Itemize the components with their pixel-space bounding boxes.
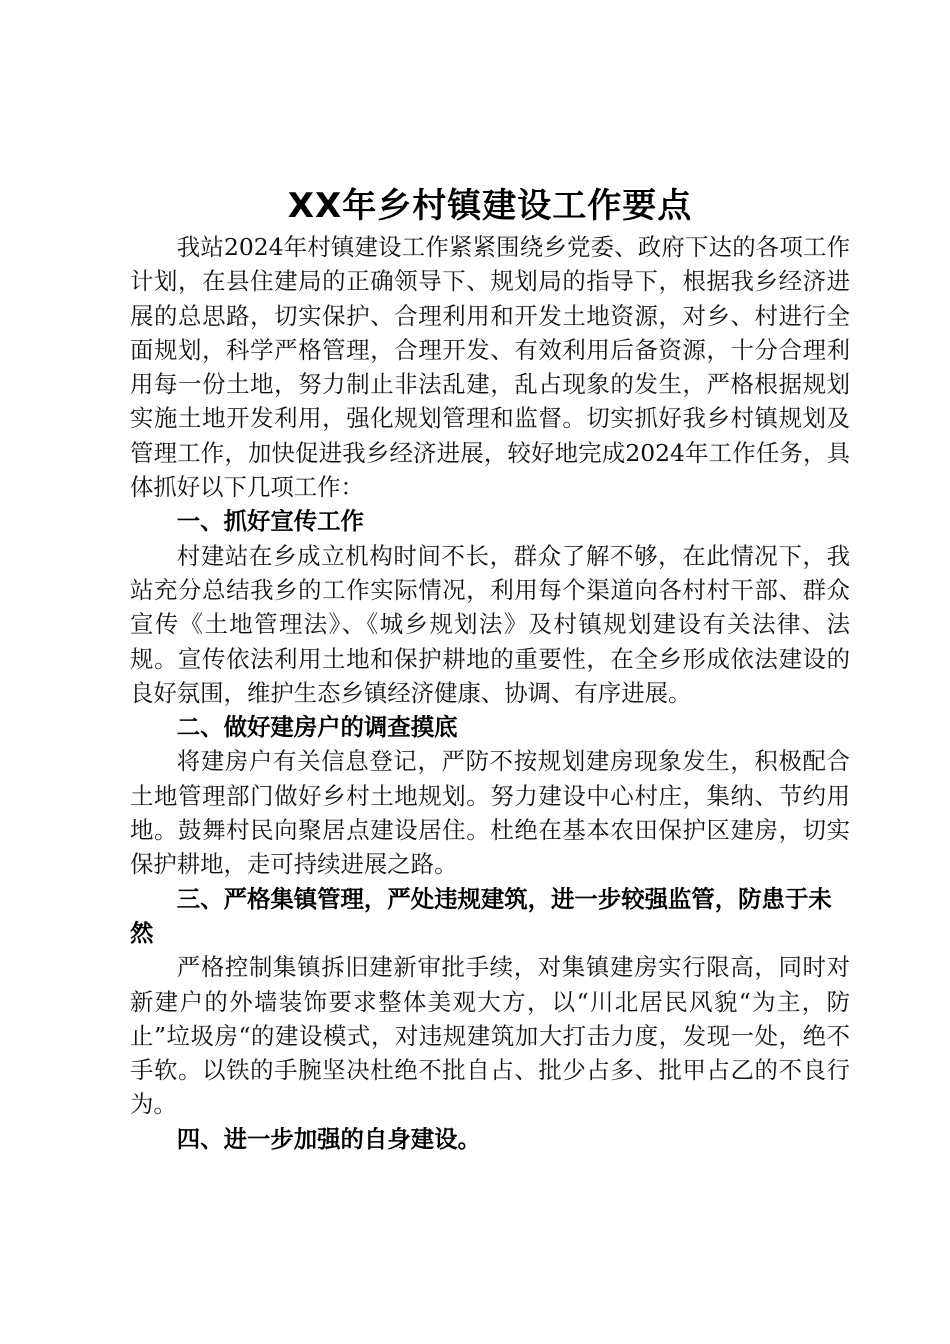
section-heading-4: 四、进一步加强的自身建设。 (176, 1124, 481, 1153)
intro-paragraph: 我站2024年村镇建设工作紧紧围绕乡党委、政府下达的各项工作计划，在县住建局的正确领导下、规划局的指导下，根据我乡经济进展的总思路，切实保护、合理利用和开发土地资源，对乡、村进行全面规划，科学严格管理，合理开发、有效利用后备资源，十分合理利用每一份土地，努力制止非法乱建，乱占现象的发生，严格根据规划实施土地开发利用，强化规划管理和监督。切实抓好我乡村镇规划及管理工作，加快促进我乡经济进展，较好地完成2024年工作任务，具体抓好以下几项工作： (130, 233, 850, 502)
section-body-2: 将建房户有关信息登记，严防不按规划建房现象发生，积极配合土地管理部门做好乡村土地规划。努力建设中心村庄，集纳、节约用地。鼓舞村民向聚居点建设居住。杜绝在基本农田保护区建房，切实保护耕地，走可持续进展之路。 (130, 747, 850, 879)
section-heading-1: 一、抓好宣传工作 (176, 507, 364, 536)
document-content (130, 182, 850, 1156)
section-body-3: 严格控制集镇拆旧建新审批手续，对集镇建房实行限高，同时对新建户的外墙装饰要求整体美观大方，以“川北居民风貌“为主，防止”垃圾房“的建设模式，对违规建筑加大打击力度，发现一处，绝不手软。以铁的手腕坚决杜绝不批自占、批少占多、批甲占乙的不良行为。 (130, 953, 850, 1119)
section-body-1: 村建站在乡成立机构时间不长，群众了解不够，在此情况下，我站充分总结我乡的工作实际情况，利用每个渠道向各村村干部、群众宣传《土地管理法》、《城乡规划法》及村镇规划建设有关法律、法规。宣传依法利用土地和保护耕地的重要性，在全乡形成依法建设的良好氛围，维护生态乡镇经济健康、协调、有序进展。 (130, 541, 850, 707)
document-title: XX年乡村镇建设工作要点 (287, 186, 693, 226)
section-heading-2: 二、做好建房户的调查摸底 (176, 713, 458, 742)
section-heading-3: 三、严格集镇管理，严处违规建筑，进一步较强监管，防患于未然 (130, 884, 832, 947)
